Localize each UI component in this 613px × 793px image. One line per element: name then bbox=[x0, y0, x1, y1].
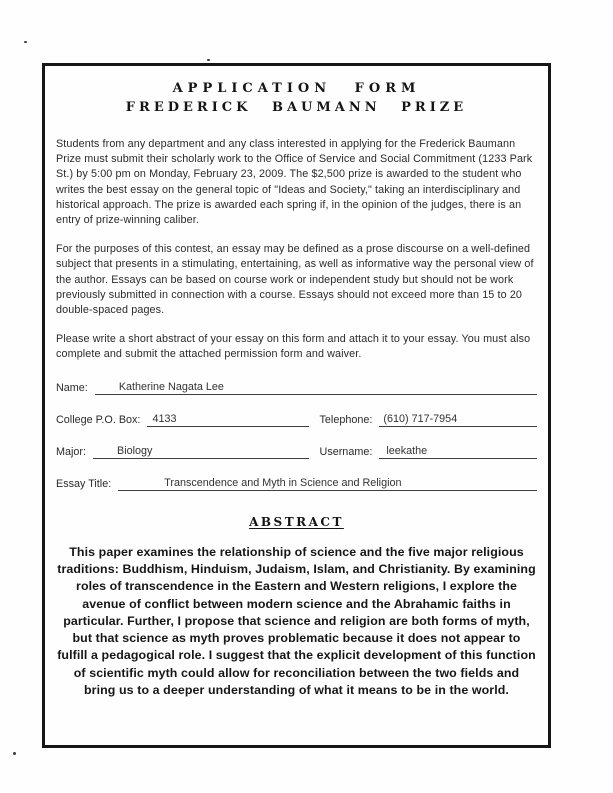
form-title-line-1: APPLICATION FORM bbox=[172, 81, 421, 96]
major-field-group bbox=[56, 444, 309, 459]
major-label: Major: bbox=[56, 445, 86, 458]
pobox-field-group bbox=[56, 412, 309, 427]
telephone-label: Telephone: bbox=[319, 413, 373, 426]
scan-speck bbox=[13, 752, 16, 755]
telephone-value: (610) 717-7954 bbox=[383, 412, 458, 425]
pobox-value: 4133 bbox=[152, 412, 177, 425]
username-field-group bbox=[320, 444, 537, 459]
form-title-line-2: FREDERICK BAUMANN PRIZE bbox=[125, 100, 468, 115]
form-fields bbox=[56, 380, 537, 491]
name-field-row bbox=[56, 380, 537, 395]
name-label: Name: bbox=[56, 381, 88, 394]
essay-title-value: Transcendence and Myth in Science and Religion bbox=[164, 476, 402, 489]
abstract-text: This paper examines the relationship of science and the five major religious traditions: Buddhism, Hinduism, Judaism, Islam, and Christianity. By examining roles of transcendence in the Eastern and Western religions, I explore the avenue of conflict between modern science and the Abrahamic faiths in particular. Further, I propose that science and religion are both forms of myth, but that science as myth proves problematic because it does not appear to fulfill a pedagogical role. I suggest that the explicit development of this function of scientific myth could allow for reconciliation between the two fields and bring us to a deeper understanding of what it means to be in the world. bbox=[57, 544, 536, 698]
pobox-field bbox=[147, 412, 308, 427]
scan-speck bbox=[207, 59, 210, 61]
scan-speck bbox=[24, 41, 27, 43]
major-value: Biology bbox=[117, 444, 153, 457]
username-value: leekathe bbox=[386, 444, 428, 457]
username-label: Username: bbox=[319, 445, 373, 458]
intro-paragraph: Students from any department and any class interested in applying for the Frederick Baumann Prize must submit their scholarly work to the Office of Service and Social Commitment (1233 Park St.) by 5:00 pm on Monday, February 23, 2009. The $2,500 prize is awarded to the student who writes the best essay on the general topic of "Ideas and Society," taking an interdisciplinary and historical approach. The prize is awarded each spring if, in the opinion of the judges, there is an entry of prize-winning caliber. bbox=[56, 138, 533, 227]
abstract-heading: ABSTRACT bbox=[249, 514, 344, 529]
essay-title-row bbox=[56, 476, 537, 491]
application-form bbox=[42, 63, 551, 748]
abstract-instructions-paragraph: Please write a short abstract of your essay on this form and attach it to your essay. You must also complete and submit the attached permission form and waiver. bbox=[56, 333, 531, 361]
telephone-field bbox=[379, 412, 537, 427]
major-field bbox=[93, 444, 309, 459]
major-username-row bbox=[56, 444, 537, 459]
essay-definition-paragraph: For the purposes of this contest, an essay may be defined as a prose discourse on a well-defined subject that presents in a stimulating, entertaining, as well as informative way the personal view of the author. Essays can be based on course work or independent study but should not be work previously submitted in connection with a course. Essays should not exceed more than 15 to 20 double-spaced pages. bbox=[56, 243, 534, 317]
essay-title-field bbox=[118, 476, 537, 491]
name-field bbox=[95, 380, 537, 395]
pobox-label: College P.O. Box: bbox=[56, 413, 141, 426]
essay-title-label: Essay Title: bbox=[56, 477, 112, 490]
username-field bbox=[379, 444, 537, 459]
name-value: Katherine Nagata Lee bbox=[118, 380, 224, 393]
pobox-telephone-row bbox=[56, 412, 537, 427]
telephone-field-group bbox=[320, 412, 537, 427]
